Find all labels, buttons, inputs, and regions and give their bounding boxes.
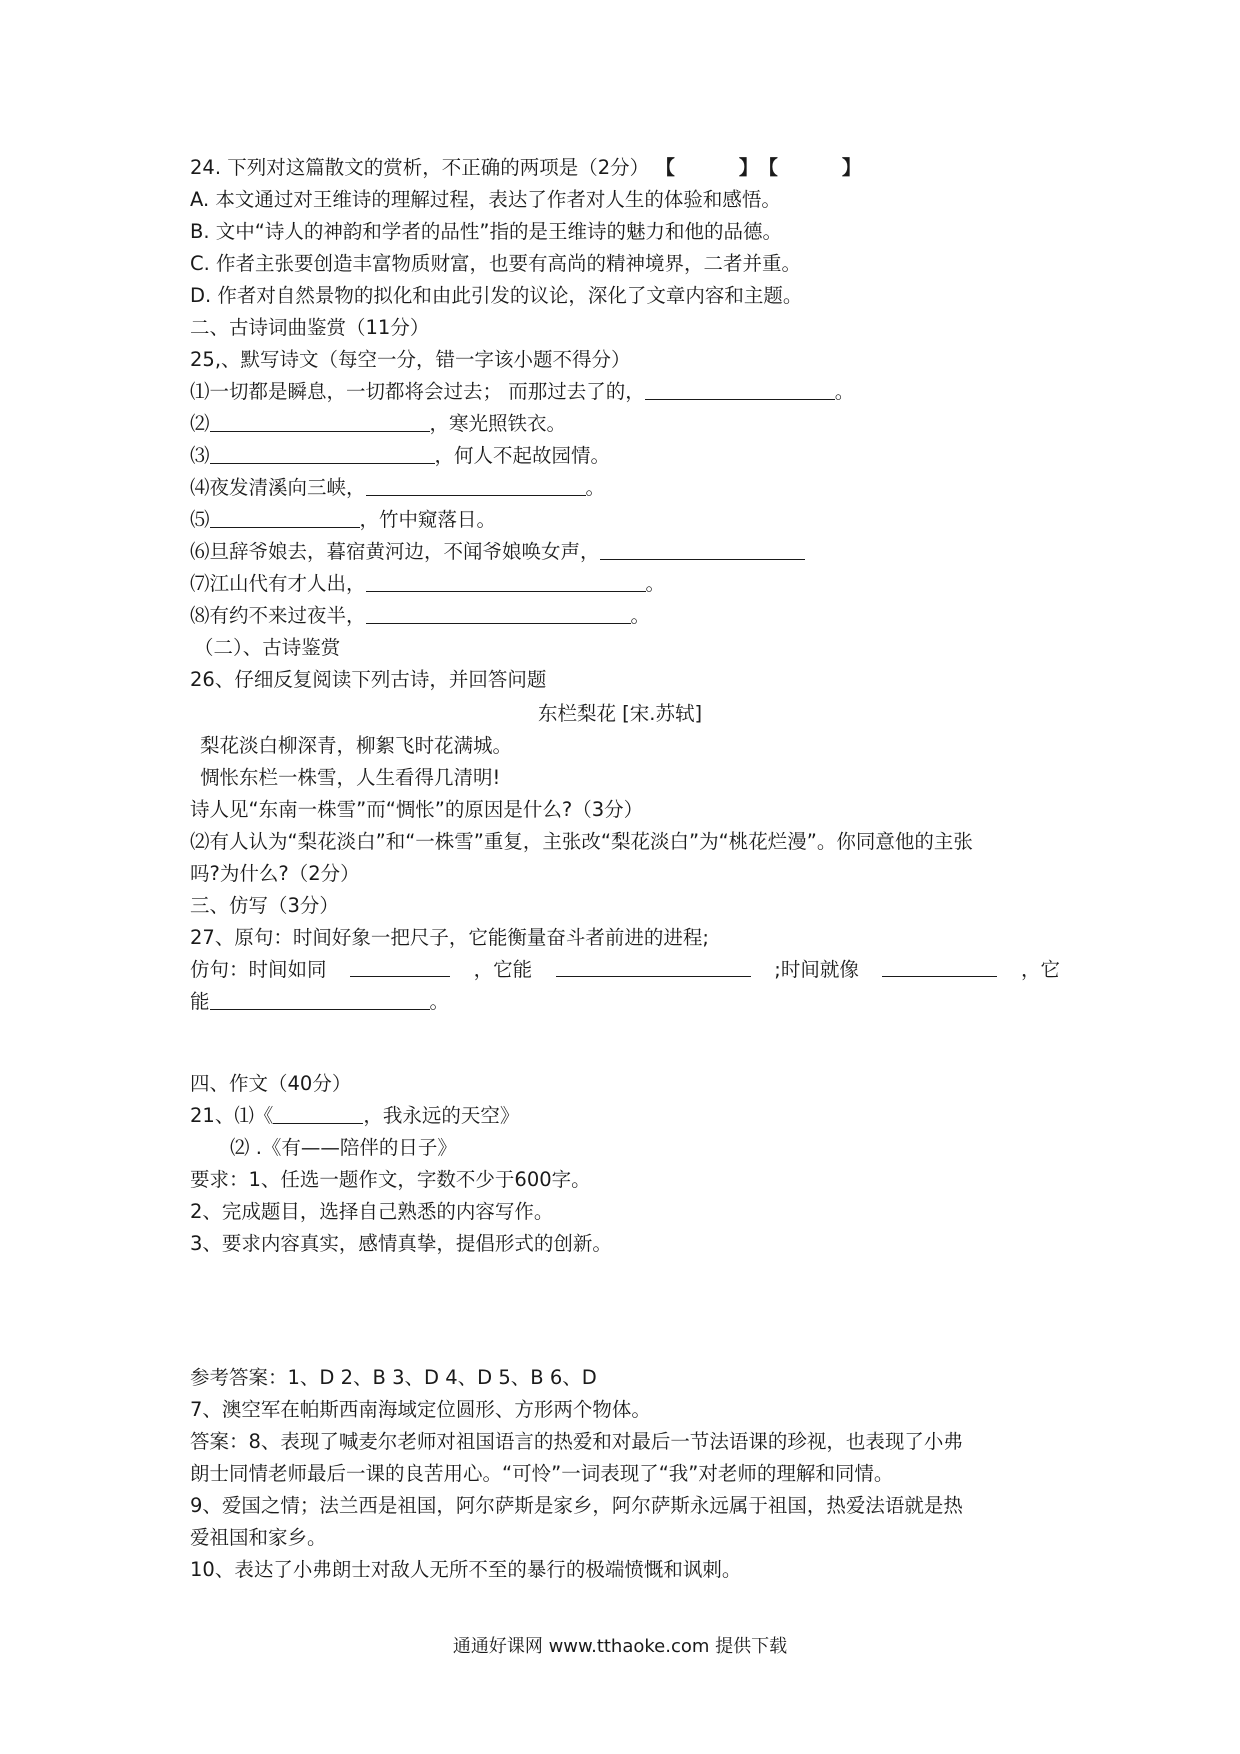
- item-text: ，竹中窥落日。: [359, 508, 497, 531]
- answer-line-1: 参考答案：1、D 2、B 3、D 4、D 5、B 6、D: [190, 1366, 597, 1389]
- imitation-text: ，它: [1020, 958, 1060, 981]
- item-text: ⑷夜发清溪向三峡，: [190, 476, 366, 499]
- imitation-text: 能: [190, 990, 210, 1013]
- imitation-text: 。: [429, 990, 450, 1013]
- fill-blank[interactable]: [366, 473, 586, 496]
- subsection-title: （二）、古诗鉴赏: [194, 636, 341, 659]
- answer-line-5: 9、爱国之情；法兰西是祖国，阿尔萨斯是家乡，阿尔萨斯永远属于祖国，热爱法语就是热: [190, 1494, 963, 1517]
- essay-requirement-1: 要求：1、任选一题作文，字数不少于600字。: [190, 1168, 591, 1191]
- imitation-text: ;时间就像: [774, 958, 859, 981]
- q25-item-7: [190, 568, 1060, 600]
- item-text: ⑺江山代有才人出，: [190, 572, 366, 595]
- poem-line-2: 惆怅东栏一株雪，人生看得几清明!: [200, 766, 501, 789]
- q24-stem: 24. 下列对这篇散文的赏析，不正确的两项是（2分）: [190, 156, 650, 179]
- page-footer: 通通好课网 www.tthaoke.com 提供下载: [452, 1636, 788, 1657]
- q26-question-1: 诗人见“东南一株雪”而“惆怅”的原因是什么?（3分）: [190, 798, 644, 821]
- q25-item-8: [190, 600, 1060, 632]
- item-text: 。: [585, 476, 606, 499]
- answer-bracket-open: 【: [758, 156, 778, 179]
- q25-item-2: [190, 408, 1060, 440]
- answer-line-7: 10、表达了小弗朗士对敌人无所不至的暴行的极端愤慨和讽刺。: [190, 1558, 742, 1581]
- essay-requirement-3: 3、要求内容真实，感情真挚，提倡形式的创新。: [190, 1232, 612, 1255]
- answer-line-4: 朗士同情老师最后一课的良苦用心。“可怜”一词表现了“我”对老师的理解和同情。: [190, 1462, 894, 1485]
- q27-imitation-line-2: [190, 986, 1060, 1018]
- q25-item-6: [190, 536, 1060, 568]
- q24-stem-line: [190, 152, 1060, 184]
- q25-stem: 25,、默写诗文（每空一分，错一字该小题不得分）: [190, 348, 631, 371]
- q26-question-2-cont: 吗?为什么?（2分）: [190, 862, 360, 885]
- item-text: ，寒光照铁衣。: [429, 412, 567, 435]
- topic-text: 21、⑴《: [190, 1104, 274, 1127]
- item-text: 。: [630, 604, 651, 627]
- section-title: 二、古诗词曲鉴赏（11分）: [190, 316, 430, 339]
- fill-blank[interactable]: [882, 954, 997, 977]
- q24-option-d: D. 作者对自然景物的拟化和由此引发的议论，深化了文章内容和主题。: [190, 284, 803, 307]
- q24-option-a: A. 本文通过对王维诗的理解过程，表达了作者对人生的体验和感悟。: [190, 188, 781, 211]
- essay-topic-1: [190, 1100, 1060, 1132]
- topic-text: ，我永远的天空》: [363, 1104, 520, 1127]
- item-text: 。: [834, 380, 855, 403]
- fill-blank[interactable]: [210, 987, 430, 1010]
- item-text: ⑹旦辞爷娘去，暮宿黄河边，不闻爷娘唤女声，: [190, 540, 600, 563]
- fill-blank[interactable]: [210, 505, 360, 528]
- fill-blank[interactable]: [600, 537, 805, 560]
- q25-item-1: [190, 376, 1060, 408]
- q24-option-b: B. 文中“诗人的神韵和学者的品性”指的是王维诗的魅力和他的品德。: [190, 220, 782, 243]
- fill-blank[interactable]: [556, 954, 751, 977]
- fill-blank[interactable]: [366, 569, 646, 592]
- answer-bracket-close: 】: [738, 156, 759, 179]
- q27-imitation-line: [190, 954, 1060, 986]
- answer-bracket-open: 【: [655, 156, 675, 179]
- q25-item-4: [190, 472, 1060, 504]
- item-text: ⑻有约不来过夜半，: [190, 604, 366, 627]
- fill-blank[interactable]: [645, 377, 835, 400]
- q24-option-c: C. 作者主张要创造丰富物质财富，也要有高尚的精神境界，二者并重。: [190, 252, 802, 275]
- imitation-label: 仿句：时间如同: [190, 958, 327, 981]
- poem-line-1: 梨花淡白柳深青，柳絮飞时花满城。: [200, 734, 513, 757]
- section-title: 四、作文（40分）: [190, 1072, 352, 1095]
- q27-original: 27、原句：时间好象一把尺子，它能衡量奋斗者前进的进程;: [190, 926, 709, 949]
- item-text: ⑵: [190, 412, 210, 435]
- q26-stem: 26、仔细反复阅读下列古诗，并回答问题: [190, 668, 547, 691]
- fill-blank[interactable]: [210, 441, 435, 464]
- section-title: 三、仿写（3分）: [190, 894, 339, 917]
- fill-blank[interactable]: [273, 1101, 363, 1124]
- fill-blank[interactable]: [366, 601, 631, 624]
- item-text: ⑴一切都是瞬息，一切都将会过去； 而那过去了的，: [190, 380, 645, 403]
- essay-requirement-2: 2、完成题目，选择自己熟悉的内容写作。: [190, 1200, 554, 1223]
- answer-line-6: 爱祖国和家乡。: [190, 1526, 327, 1549]
- item-text: ⑶: [190, 444, 210, 467]
- essay-topic-2: ⑵ .《有——陪伴的日子》: [230, 1136, 457, 1159]
- item-text: 。: [645, 572, 666, 595]
- poem-title: 东栏梨花 [宋.苏轼]: [537, 702, 703, 725]
- answer-line-3: 答案：8、表现了喊麦尔老师对祖国语言的热爱和对最后一节法语课的珍视，也表现了小弗: [190, 1430, 963, 1453]
- fill-blank[interactable]: [350, 954, 450, 977]
- answer-bracket-close: 】: [841, 156, 862, 179]
- imitation-text: ，它能: [473, 958, 533, 981]
- item-text: ，何人不起故园情。: [434, 444, 611, 467]
- answer-line-2: 7、澳空军在帕斯西南海域定位圆形、方形两个物体。: [190, 1398, 651, 1421]
- q26-question-2: ⑵有人认为“梨花淡白”和“一株雪”重复，主张改“梨花淡白”为“桃花烂漫”。你同意他的主张: [190, 830, 973, 853]
- q25-item-3: [190, 440, 1060, 472]
- fill-blank[interactable]: [210, 409, 430, 432]
- item-text: ⑸: [190, 508, 210, 531]
- q25-item-5: [190, 504, 1060, 536]
